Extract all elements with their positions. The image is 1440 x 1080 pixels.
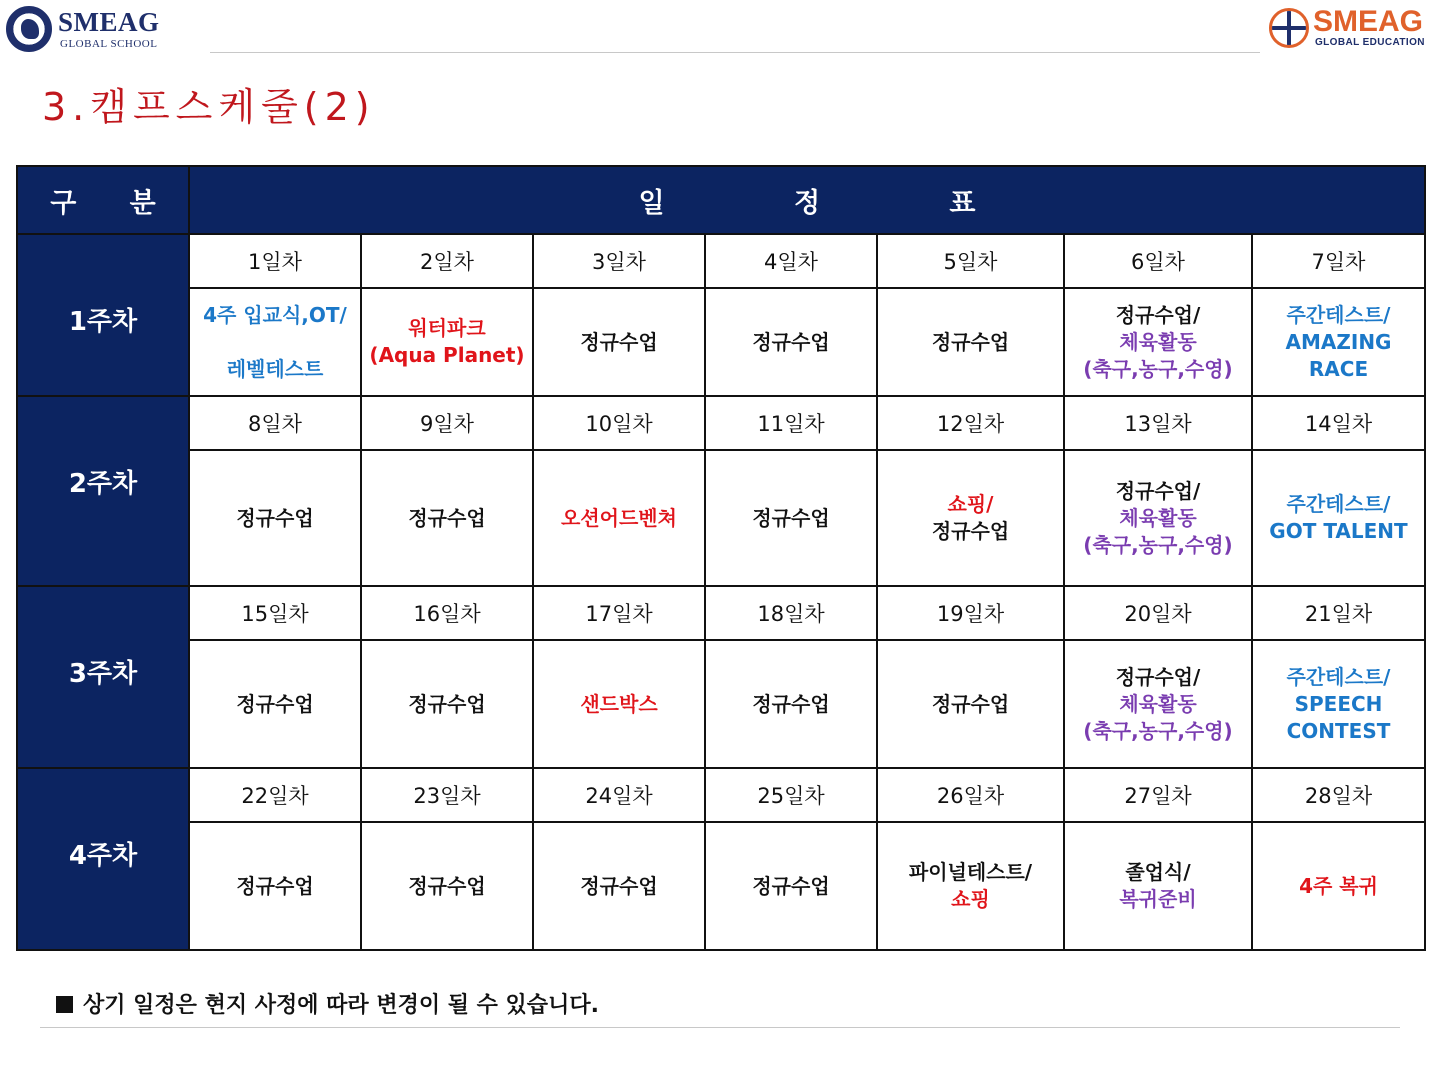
day-number-cell: 26일차 — [877, 768, 1064, 822]
day-number-cell: 15일차 — [189, 586, 361, 640]
activity-line: 정규수업 — [580, 873, 658, 898]
activity-line: 정규수업 — [408, 873, 486, 898]
activity-line: 레벨테스트 — [226, 356, 324, 381]
activity-line: 샌드박스 — [580, 691, 658, 716]
activity-line: 정규수업 — [752, 873, 830, 898]
day-number-cell: 24일차 — [533, 768, 705, 822]
activity-cell — [877, 450, 1064, 586]
right-logo-name: SMEAG — [1313, 5, 1424, 38]
activity-cell — [1252, 822, 1425, 950]
activity-line: 4주 복귀 — [1299, 873, 1378, 898]
day-number-cell: 12일차 — [877, 396, 1064, 450]
week-label-text: 4주차 — [68, 841, 138, 871]
activity-cell — [189, 640, 361, 768]
horse-emblem-icon — [6, 6, 52, 52]
header-divider — [210, 52, 1260, 53]
day-number-cell: 8일차 — [189, 396, 361, 450]
day-number-cell: 5일차 — [877, 234, 1064, 288]
activity-line: (Aqua Planet) — [369, 343, 525, 367]
activity-row — [17, 450, 1425, 586]
activity-line: 워터파크 — [408, 316, 486, 340]
camp-schedule-table — [16, 165, 1426, 951]
activity-line: CONTEST — [1286, 718, 1391, 743]
smeag-global-school-logo — [6, 6, 206, 52]
activity-line: 주간테스트/ — [1286, 302, 1391, 327]
activity-line: 정규수업 — [752, 691, 830, 716]
day-number-cell: 2일차 — [361, 234, 533, 288]
activity-line: 졸업식/ — [1125, 860, 1191, 884]
day-number-cell: 23일차 — [361, 768, 533, 822]
activity-cell — [1252, 288, 1425, 396]
footer-divider — [40, 1027, 1400, 1028]
activity-line: 오션어드벤쳐 — [561, 505, 677, 530]
activity-cell — [189, 450, 361, 586]
activity-line: 4주 입교식,OT/ — [203, 302, 347, 327]
activity-line: 정규수업 — [408, 505, 486, 530]
activity-cell — [533, 822, 705, 950]
activity-cell — [705, 450, 877, 586]
activity-line: RACE — [1308, 356, 1369, 381]
day-number-cell: 27일차 — [1064, 768, 1252, 822]
activity-line: 정규수업 — [580, 329, 658, 354]
activity-line: 정규수업/ — [1115, 664, 1201, 689]
week-label — [17, 396, 189, 586]
activity-line: 정규수업 — [931, 519, 1010, 543]
day-number-cell: 7일차 — [1252, 234, 1425, 288]
activity-line: 정규수업 — [752, 329, 830, 354]
activity-cell — [1064, 288, 1252, 396]
activity-line: 정규수업 — [931, 329, 1010, 354]
day-number-cell: 21일차 — [1252, 586, 1425, 640]
left-logo-sub: GLOBAL SCHOOL — [60, 38, 158, 50]
activity-cell — [877, 288, 1064, 396]
activity-cell — [877, 640, 1064, 768]
week-label — [17, 234, 189, 396]
page-title: 3.캠프스케줄(2) — [42, 85, 376, 129]
activity-row — [17, 288, 1425, 396]
activity-line: 정규수업 — [752, 505, 830, 530]
activity-line: 주간테스트/ — [1286, 664, 1391, 689]
day-number-cell: 11일차 — [705, 396, 877, 450]
activity-cell — [1064, 640, 1252, 768]
activity-cell — [361, 822, 533, 950]
week-label-text: 3주차 — [68, 659, 138, 689]
activity-cell — [1252, 640, 1425, 768]
week-label — [17, 586, 189, 768]
square-bullet-icon — [56, 996, 73, 1013]
activity-line: GOT TALENT — [1269, 519, 1408, 543]
activity-cell — [1064, 822, 1252, 950]
activity-line: (축구,농구,수영) — [1083, 718, 1233, 743]
activity-cell — [705, 288, 877, 396]
activity-cell — [361, 450, 533, 586]
globe-icon — [1269, 8, 1309, 48]
header-schedule: 일 정 표 — [189, 166, 1425, 234]
day-row — [17, 768, 1425, 822]
day-number-cell: 13일차 — [1064, 396, 1252, 450]
activity-line: 쇼핑 — [951, 887, 990, 911]
activity-line: 정규수업/ — [1115, 302, 1201, 327]
activity-cell — [705, 640, 877, 768]
activity-cell — [189, 822, 361, 950]
day-number-cell: 3일차 — [533, 234, 705, 288]
smeag-global-education-logo — [1269, 6, 1434, 50]
activity-cell — [705, 822, 877, 950]
week-label-text: 2주차 — [68, 469, 138, 499]
day-number-cell: 9일차 — [361, 396, 533, 450]
activity-cell — [533, 640, 705, 768]
day-number-cell: 19일차 — [877, 586, 1064, 640]
activity-line: (축구,농구,수영) — [1083, 356, 1233, 381]
activity-cell — [533, 288, 705, 396]
activity-line: AMAZING — [1285, 329, 1392, 354]
right-logo-sub: GLOBAL EDUCATION — [1315, 37, 1425, 48]
footnote-text: 상기 일정은 현지 사정에 따라 변경이 될 수 있습니다. — [83, 993, 599, 1018]
schedule-body — [17, 234, 1425, 950]
activity-cell — [361, 288, 533, 396]
day-number-cell: 25일차 — [705, 768, 877, 822]
activity-cell — [1064, 450, 1252, 586]
activity-cell — [1252, 450, 1425, 586]
activity-line: 정규수업/ — [1115, 478, 1201, 503]
day-number-cell: 28일차 — [1252, 768, 1425, 822]
activity-row — [17, 640, 1425, 768]
day-number-cell: 22일차 — [189, 768, 361, 822]
day-row — [17, 586, 1425, 640]
day-number-cell: 20일차 — [1064, 586, 1252, 640]
day-number-cell: 17일차 — [533, 586, 705, 640]
activity-cell — [189, 288, 361, 396]
header-gubun: 구 분 — [17, 166, 189, 234]
left-logo-name: SMEAG — [58, 7, 160, 37]
day-row — [17, 396, 1425, 450]
activity-line: 체육활동 — [1119, 505, 1197, 530]
footnote — [56, 988, 599, 1019]
day-number-cell: 18일차 — [705, 586, 877, 640]
activity-line: SPEECH — [1294, 691, 1383, 716]
activity-line: 정규수업 — [236, 691, 314, 716]
day-number-cell: 4일차 — [705, 234, 877, 288]
day-number-cell: 14일차 — [1252, 396, 1425, 450]
activity-cell — [361, 640, 533, 768]
activity-line: 정규수업 — [236, 873, 314, 898]
activity-line: 체육활동 — [1119, 691, 1197, 716]
day-number-cell: 16일차 — [361, 586, 533, 640]
day-number-cell: 6일차 — [1064, 234, 1252, 288]
activity-line — [190, 329, 360, 356]
week-label-text: 1주차 — [68, 307, 138, 337]
activity-cell — [877, 822, 1064, 950]
activity-line: 정규수업 — [236, 505, 314, 530]
activity-line: 주간테스트/ — [1286, 492, 1391, 516]
day-number-cell: 1일차 — [189, 234, 361, 288]
week-label — [17, 768, 189, 950]
activity-line: 체육활동 — [1119, 329, 1197, 354]
activity-line: (축구,농구,수영) — [1083, 532, 1233, 557]
activity-line: 정규수업 — [408, 691, 486, 716]
activity-cell — [533, 450, 705, 586]
activity-line: 복귀준비 — [1119, 887, 1197, 911]
activity-line: 파이널테스트/ — [908, 860, 1033, 884]
activity-line: 쇼핑/ — [947, 492, 994, 516]
activity-row — [17, 822, 1425, 950]
day-number-cell: 10일차 — [533, 396, 705, 450]
day-row — [17, 234, 1425, 288]
activity-line: 정규수업 — [931, 691, 1010, 716]
